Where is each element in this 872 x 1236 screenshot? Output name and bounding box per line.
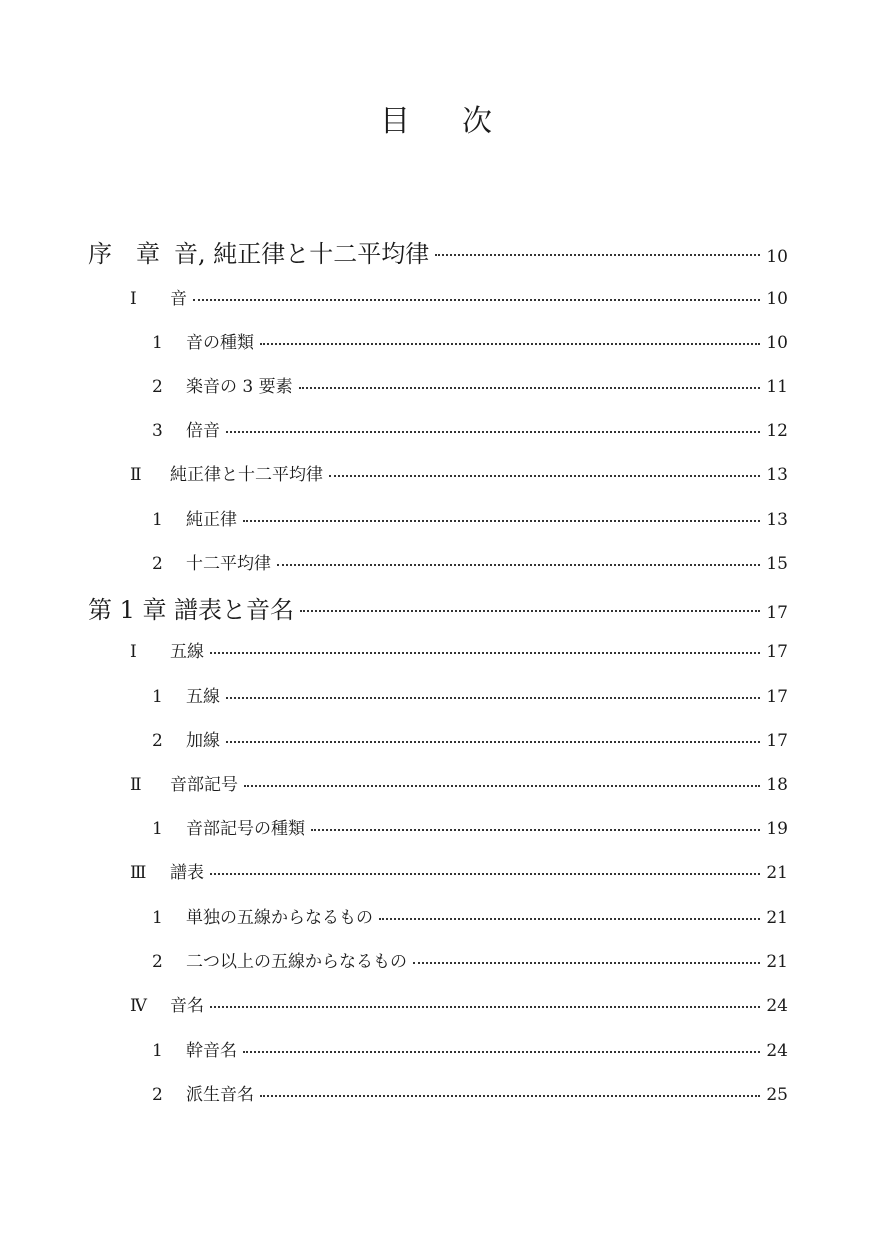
toc-number: 2 <box>152 554 163 574</box>
toc-text: 幹音名 <box>186 1041 237 1061</box>
toc-section-12[interactable] <box>0 770 788 795</box>
toc-sub-4[interactable] <box>0 416 788 441</box>
leader-dots <box>226 697 760 699</box>
toc-page: 17 <box>766 687 788 707</box>
toc-number: 序 章 <box>88 240 160 268</box>
leader-dots <box>210 873 760 875</box>
toc-text: 譜表 <box>170 863 204 883</box>
toc-sub-7[interactable] <box>0 549 788 574</box>
toc-sub-2[interactable] <box>0 328 788 353</box>
toc-page: 10 <box>766 333 788 353</box>
toc-page: 21 <box>766 952 788 972</box>
toc-section-9[interactable] <box>0 637 788 662</box>
toc-text: 音, 純正律と十二平均律 <box>174 240 430 268</box>
toc-section-14[interactable] <box>0 858 788 883</box>
toc-page: 11 <box>766 377 788 397</box>
toc-text: 単独の五線からなるもの <box>186 908 373 928</box>
leader-dots <box>260 343 760 345</box>
leader-dots <box>243 1051 760 1053</box>
toc-text: 音 <box>170 289 187 309</box>
toc-page: 25 <box>766 1085 788 1105</box>
toc-sub-19[interactable] <box>0 1080 788 1105</box>
toc-text: 五線 <box>170 642 204 662</box>
toc-number: 2 <box>152 377 163 397</box>
leader-dots <box>277 564 760 566</box>
toc-sub-18[interactable] <box>0 1036 788 1061</box>
toc-page: 19 <box>766 819 788 839</box>
toc-sub-10[interactable] <box>0 682 788 707</box>
toc-number: Ⅰ <box>130 642 137 662</box>
toc-page: 18 <box>766 775 788 795</box>
toc-page: 13 <box>766 465 788 485</box>
leader-dots <box>300 610 760 612</box>
title-char-2: 次 <box>462 104 492 139</box>
page-title <box>0 96 872 140</box>
toc-number: Ⅰ <box>130 289 137 309</box>
toc-chapter-8[interactable] <box>0 590 788 625</box>
toc-page: 12 <box>766 421 788 441</box>
toc-number: 2 <box>152 731 163 751</box>
toc-sub-11[interactable] <box>0 726 788 751</box>
leader-dots <box>299 387 760 389</box>
leader-dots <box>435 254 760 256</box>
toc-number: 1 <box>152 510 163 530</box>
toc-text: 楽音の 3 要素 <box>186 377 293 397</box>
toc-text: 音部記号の種類 <box>186 819 305 839</box>
toc-text: 五線 <box>186 687 220 707</box>
toc-number: Ⅱ <box>130 465 142 485</box>
leader-dots <box>413 962 760 964</box>
toc-number: 2 <box>152 952 163 972</box>
toc-text: 音の種類 <box>186 333 254 353</box>
toc-chapter-0[interactable] <box>0 234 788 269</box>
leader-dots <box>260 1095 760 1097</box>
toc-page: 10 <box>766 247 788 267</box>
toc-sub-16[interactable] <box>0 947 788 972</box>
toc-text: 音名 <box>170 996 204 1016</box>
toc-sub-6[interactable] <box>0 505 788 530</box>
toc-text: 音部記号 <box>170 775 238 795</box>
toc-page: 17 <box>766 642 788 662</box>
leader-dots <box>226 431 760 433</box>
toc-number: 1 <box>152 333 163 353</box>
leader-dots <box>329 475 760 477</box>
toc-number: 第 1 章 <box>88 596 167 624</box>
toc-text: 譜表と音名 <box>174 596 294 624</box>
toc-number: 1 <box>152 687 163 707</box>
leader-dots <box>226 741 760 743</box>
toc-text: 純正律と十二平均律 <box>170 465 323 485</box>
toc-page: 10 <box>766 289 788 309</box>
toc-text: 加線 <box>186 731 220 751</box>
toc-number: 3 <box>152 421 163 441</box>
toc-number: Ⅲ <box>130 863 147 883</box>
toc-sub-3[interactable] <box>0 372 788 397</box>
leader-dots <box>243 520 760 522</box>
toc-section-5[interactable] <box>0 460 788 485</box>
leader-dots <box>311 829 760 831</box>
toc-number: 2 <box>152 1085 163 1105</box>
toc-text: 純正律 <box>186 510 237 530</box>
toc-page: 21 <box>766 863 788 883</box>
leader-dots <box>193 299 760 301</box>
toc-page: 24 <box>766 1041 788 1061</box>
toc-section-1[interactable] <box>0 284 788 309</box>
title-char-1: 目 <box>380 104 410 139</box>
toc-sub-13[interactable] <box>0 814 788 839</box>
leader-dots <box>210 652 760 654</box>
toc-page: 15 <box>766 554 788 574</box>
leader-dots <box>210 1006 760 1008</box>
toc-text: 派生音名 <box>186 1085 254 1105</box>
toc-number: Ⅳ <box>130 996 147 1016</box>
toc-page: 17 <box>766 731 788 751</box>
toc-page: 21 <box>766 908 788 928</box>
toc-page: 24 <box>766 996 788 1016</box>
leader-dots <box>244 785 760 787</box>
toc-text: 十二平均律 <box>186 554 271 574</box>
toc-section-17[interactable] <box>0 991 788 1016</box>
toc-text: 二つ以上の五線からなるもの <box>186 952 407 972</box>
toc-sub-15[interactable] <box>0 903 788 928</box>
toc-text: 倍音 <box>186 421 220 441</box>
toc-number: 1 <box>152 819 163 839</box>
toc-page: 13 <box>766 510 788 530</box>
toc-number: 1 <box>152 1041 163 1061</box>
toc-page: 17 <box>766 603 788 623</box>
leader-dots <box>379 918 760 920</box>
toc-number: Ⅱ <box>130 775 142 795</box>
toc-number: 1 <box>152 908 163 928</box>
